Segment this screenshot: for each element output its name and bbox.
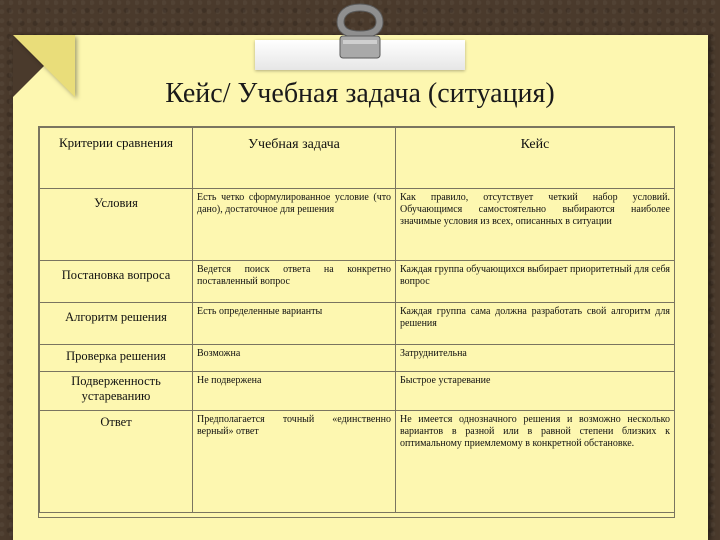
row-case-cell: Как правило, отсутствует четкий набор условий. Обучающимся самостоятельно выбираются наиболее значимые условия из всех, описанных в ситуации <box>396 189 675 261</box>
binder-clip-icon <box>325 0 395 60</box>
page-title: Кейс/ Учебная задача (ситуация) <box>165 78 555 109</box>
table-row <box>40 345 675 372</box>
row-criterion: Ответ <box>40 411 193 513</box>
table-header-row <box>40 128 675 189</box>
row-task-cell: Есть определенные варианты <box>193 303 396 345</box>
header-task: Учебная задача <box>193 128 396 189</box>
row-criterion: Постановка вопроса <box>40 261 193 303</box>
table-row <box>40 189 675 261</box>
row-case-cell: Каждая группа сама должна разработать свой алгоритм для решения <box>396 303 675 345</box>
table-row <box>40 411 675 513</box>
row-task-cell: Возможна <box>193 345 396 372</box>
header-case: Кейс <box>396 128 675 189</box>
row-criterion: Алгоритм решения <box>40 303 193 345</box>
row-criterion: Условия <box>40 189 193 261</box>
row-case-cell: Затруднительна <box>396 345 675 372</box>
row-task-cell: Не подвержена <box>193 372 396 411</box>
header-criteria: Критерии сравнения <box>40 128 193 189</box>
row-task-cell: Есть четко сформулированное условие (что дано), достаточное для решения <box>193 189 396 261</box>
table-row <box>40 303 675 345</box>
row-criterion: Подверженность устареванию <box>40 372 193 411</box>
row-case-cell: Каждая группа обучающихся выбирает приоритетный для себя вопрос <box>396 261 675 303</box>
row-task-cell: Ведется поиск ответа на конкретно поставленный вопрос <box>193 261 396 303</box>
row-case-cell: Не имеется однозначного решения и возможно несколько вариантов в разной или в равной степени близких к оптимальному приемлемому в конкретной обстановке. <box>396 411 675 513</box>
row-case-cell: Быстрое устаревание <box>396 372 675 411</box>
row-task-cell: Предполагается точный «единственно верный» ответ <box>193 411 396 513</box>
row-criterion: Проверка решения <box>40 345 193 372</box>
table-row <box>40 261 675 303</box>
table-row <box>40 372 675 411</box>
comparison-table <box>38 126 675 518</box>
